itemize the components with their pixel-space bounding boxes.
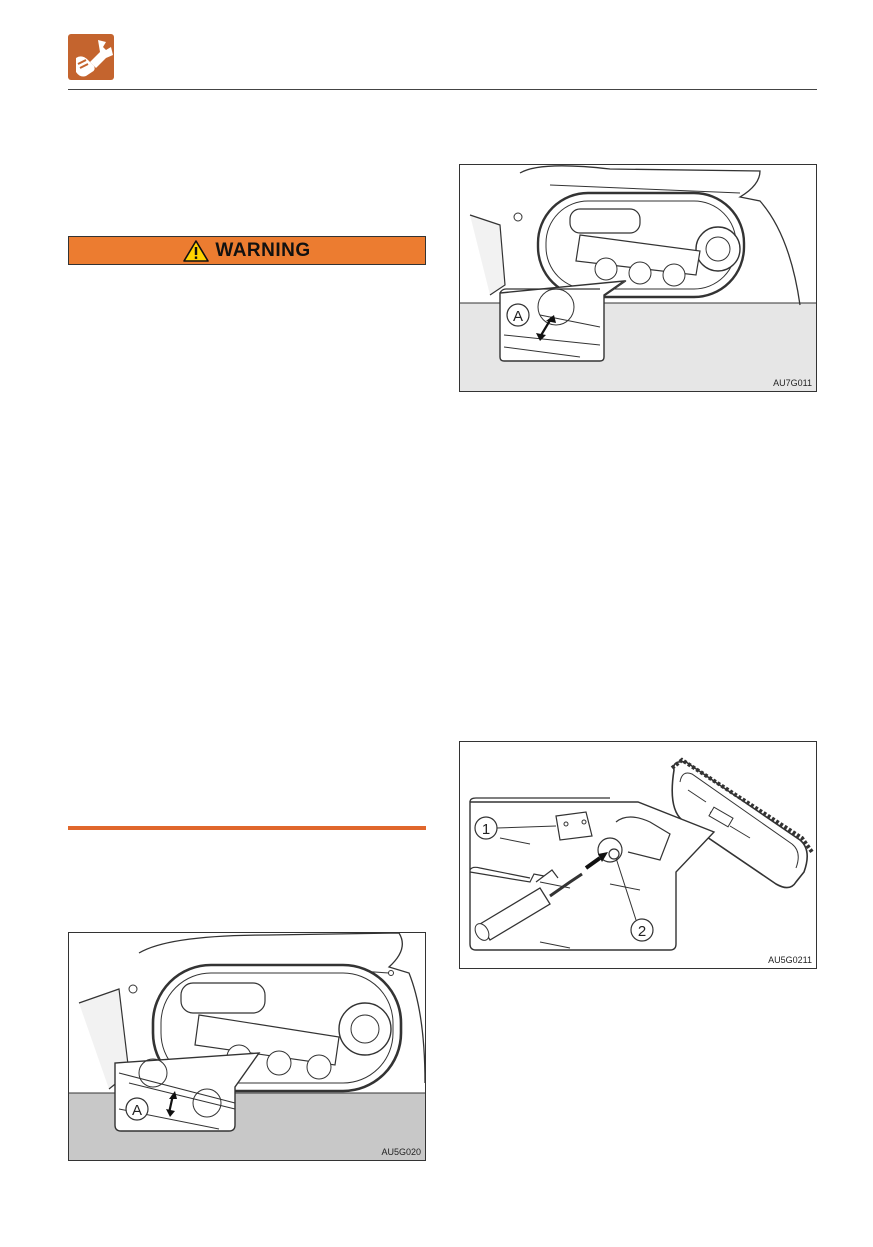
warning-label: WARNING bbox=[215, 239, 311, 261]
grease-gun-illustration bbox=[460, 742, 816, 968]
callout-2: 2 bbox=[637, 923, 647, 940]
figure-track-sag-top bbox=[459, 164, 817, 392]
callout-a: A bbox=[512, 308, 524, 325]
track-sag-illustration bbox=[460, 165, 816, 391]
header-rule bbox=[68, 89, 817, 90]
figure-code: AU7G011 bbox=[773, 378, 812, 388]
section-divider bbox=[68, 826, 426, 830]
warning-triangle-icon bbox=[183, 240, 209, 262]
figure-code: AU5G0211 bbox=[768, 955, 812, 965]
maintenance-icon bbox=[68, 34, 114, 80]
figure-track-sag-bottom bbox=[68, 932, 426, 1161]
warning-banner bbox=[68, 236, 426, 265]
wrench-hand-icon bbox=[68, 34, 114, 80]
figure-code: AU5G020 bbox=[381, 1147, 421, 1157]
callout-a: A bbox=[131, 1102, 143, 1119]
track-sag-illustration bbox=[69, 933, 425, 1160]
callout-1: 1 bbox=[481, 821, 491, 838]
figure-grease-fitting bbox=[459, 741, 817, 969]
